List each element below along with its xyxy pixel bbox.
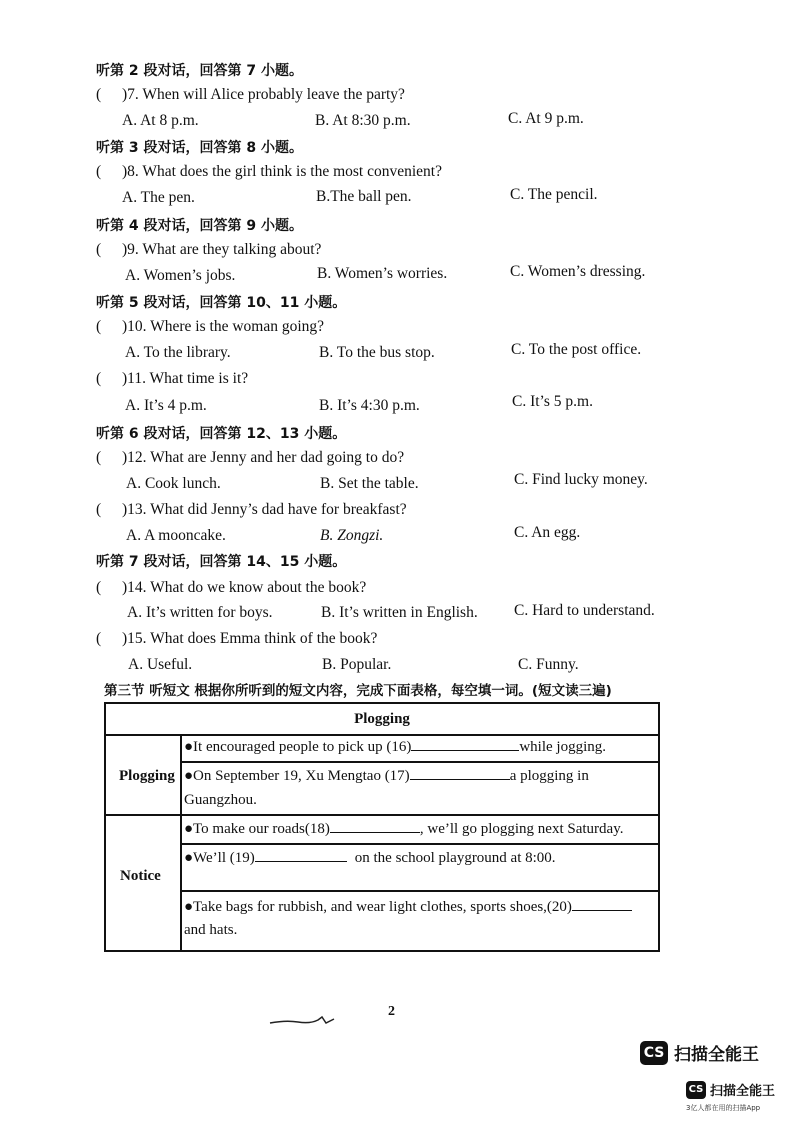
option-c: C. Hard to understand.: [514, 602, 655, 619]
option-a: A. At 8 p.m.: [122, 112, 199, 129]
section-heading: 听第 3 段对话，回答第 8 小题。: [96, 140, 303, 156]
section-heading: 听第 4 段对话，回答第 9 小题。: [96, 218, 303, 234]
question-stem: ( )14. What do we know about the book?: [96, 579, 367, 596]
question-stem: ( )8. What does the girl think is the most convenient?: [96, 163, 442, 180]
answer-paren: (: [96, 241, 102, 258]
option-b: B. It’s written in English.: [321, 604, 478, 621]
question-stem: ( )9. What are they talking about?: [96, 241, 322, 258]
option-c: C. The pencil.: [510, 186, 598, 203]
option-b: B.The ball pen.: [316, 188, 412, 205]
question-stem: ( )10. Where is the woman going?: [96, 318, 325, 335]
question-stem: ( )15. What does Emma think of the book?: [96, 630, 378, 647]
option-c: C. At 9 p.m.: [508, 110, 584, 127]
option-a: A. The pen.: [122, 189, 195, 206]
table-title: Plogging: [354, 711, 410, 727]
answer-paren: (: [96, 501, 102, 518]
answer-paren: (: [96, 579, 102, 596]
option-a: A. A mooncake.: [126, 527, 226, 544]
page-number: 2: [388, 1004, 395, 1019]
scanner-logo-small: [686, 1080, 775, 1099]
question-stem: ( )7. When will Alice probably leave the party?: [96, 86, 405, 103]
scanner-logo-text: 扫描全能王: [710, 1084, 776, 1099]
table-cell: ●It encouraged people to pick up (16) while jogging.: [184, 739, 606, 755]
section-heading: 听第 7 段对话，回答第 14、15 小题。: [96, 554, 347, 570]
section-heading: 听第 2 段对话，回答第 7 小题。: [96, 63, 303, 79]
table-cell: ●We’ll (19) on the school playground at 8:00.: [184, 850, 556, 866]
row-group-label: Notice: [120, 868, 161, 884]
section-heading: 听第 5 段对话，回答第 10、11 小题。: [96, 295, 347, 311]
option-a: A. To the library.: [125, 344, 231, 361]
part3-instruction: 第三节 听短文 根据你所听到的短文内容，完成下面表格，每空填一词。(短文读三遍): [104, 683, 612, 699]
cs-logo-icon: CS: [686, 1081, 706, 1099]
scanner-tagline: 3亿人都在用的扫描App: [686, 1104, 761, 1112]
table-cell: ●Take bags for rubbish, and wear light clothes, sports shoes,(20): [184, 899, 632, 916]
option-c: C. Find lucky money.: [514, 471, 648, 488]
scanner-logo: [640, 1040, 759, 1065]
question-stem: ( )11. What time is it?: [96, 370, 249, 387]
option-c: C. Funny.: [518, 656, 579, 673]
answer-paren: (: [96, 163, 102, 180]
option-b: B. Zongzi.: [320, 527, 384, 544]
section-heading: 听第 6 段对话，回答第 12、13 小题。: [96, 426, 347, 442]
answer-paren: (: [96, 630, 102, 647]
table-cell: and hats.: [184, 922, 238, 938]
option-b: B. Women’s worries.: [317, 265, 448, 282]
option-b: B. To the bus stop.: [319, 344, 435, 361]
option-b: B. Set the table.: [320, 475, 419, 492]
option-b: B. At 8:30 p.m.: [315, 112, 411, 129]
option-a: A. It’s written for boys.: [127, 604, 273, 621]
option-a: A. Cook lunch.: [126, 475, 221, 492]
question-stem: ( )12. What are Jenny and her dad going to do?: [96, 449, 405, 466]
table-cell: ●To make our roads(18) , we’ll go plogging next Saturday.: [184, 821, 624, 837]
scanner-logo-text: 扫描全能王: [674, 1045, 759, 1065]
answer-paren: (: [96, 449, 102, 466]
option-c: C. It’s 5 p.m.: [512, 393, 593, 410]
option-a: A. It’s 4 p.m.: [125, 397, 207, 414]
row-group-label: Plogging: [119, 768, 175, 784]
option-a: A. Women’s jobs.: [125, 267, 236, 284]
answer-paren: (: [96, 318, 102, 335]
option-a: A. Useful.: [128, 656, 193, 673]
answer-paren: (: [96, 86, 102, 103]
option-c: C. Women’s dressing.: [510, 263, 646, 280]
plogging-table: [104, 702, 660, 952]
table-cell: ●On September 19, Xu Mengtao (17) a plogging in: [184, 768, 589, 784]
pen-scribble: [268, 1014, 340, 1028]
option-b: B. Popular.: [322, 656, 392, 673]
question-stem: ( )13. What did Jenny’s dad have for breakfast?: [96, 501, 407, 518]
option-c: C. To the post office.: [511, 341, 642, 358]
table-cell: Guangzhou.: [184, 792, 257, 808]
answer-paren: (: [96, 370, 102, 387]
cs-logo-icon: CS: [640, 1041, 668, 1065]
option-b: B. It’s 4:30 p.m.: [319, 397, 420, 414]
option-c: C. An egg.: [514, 524, 581, 541]
